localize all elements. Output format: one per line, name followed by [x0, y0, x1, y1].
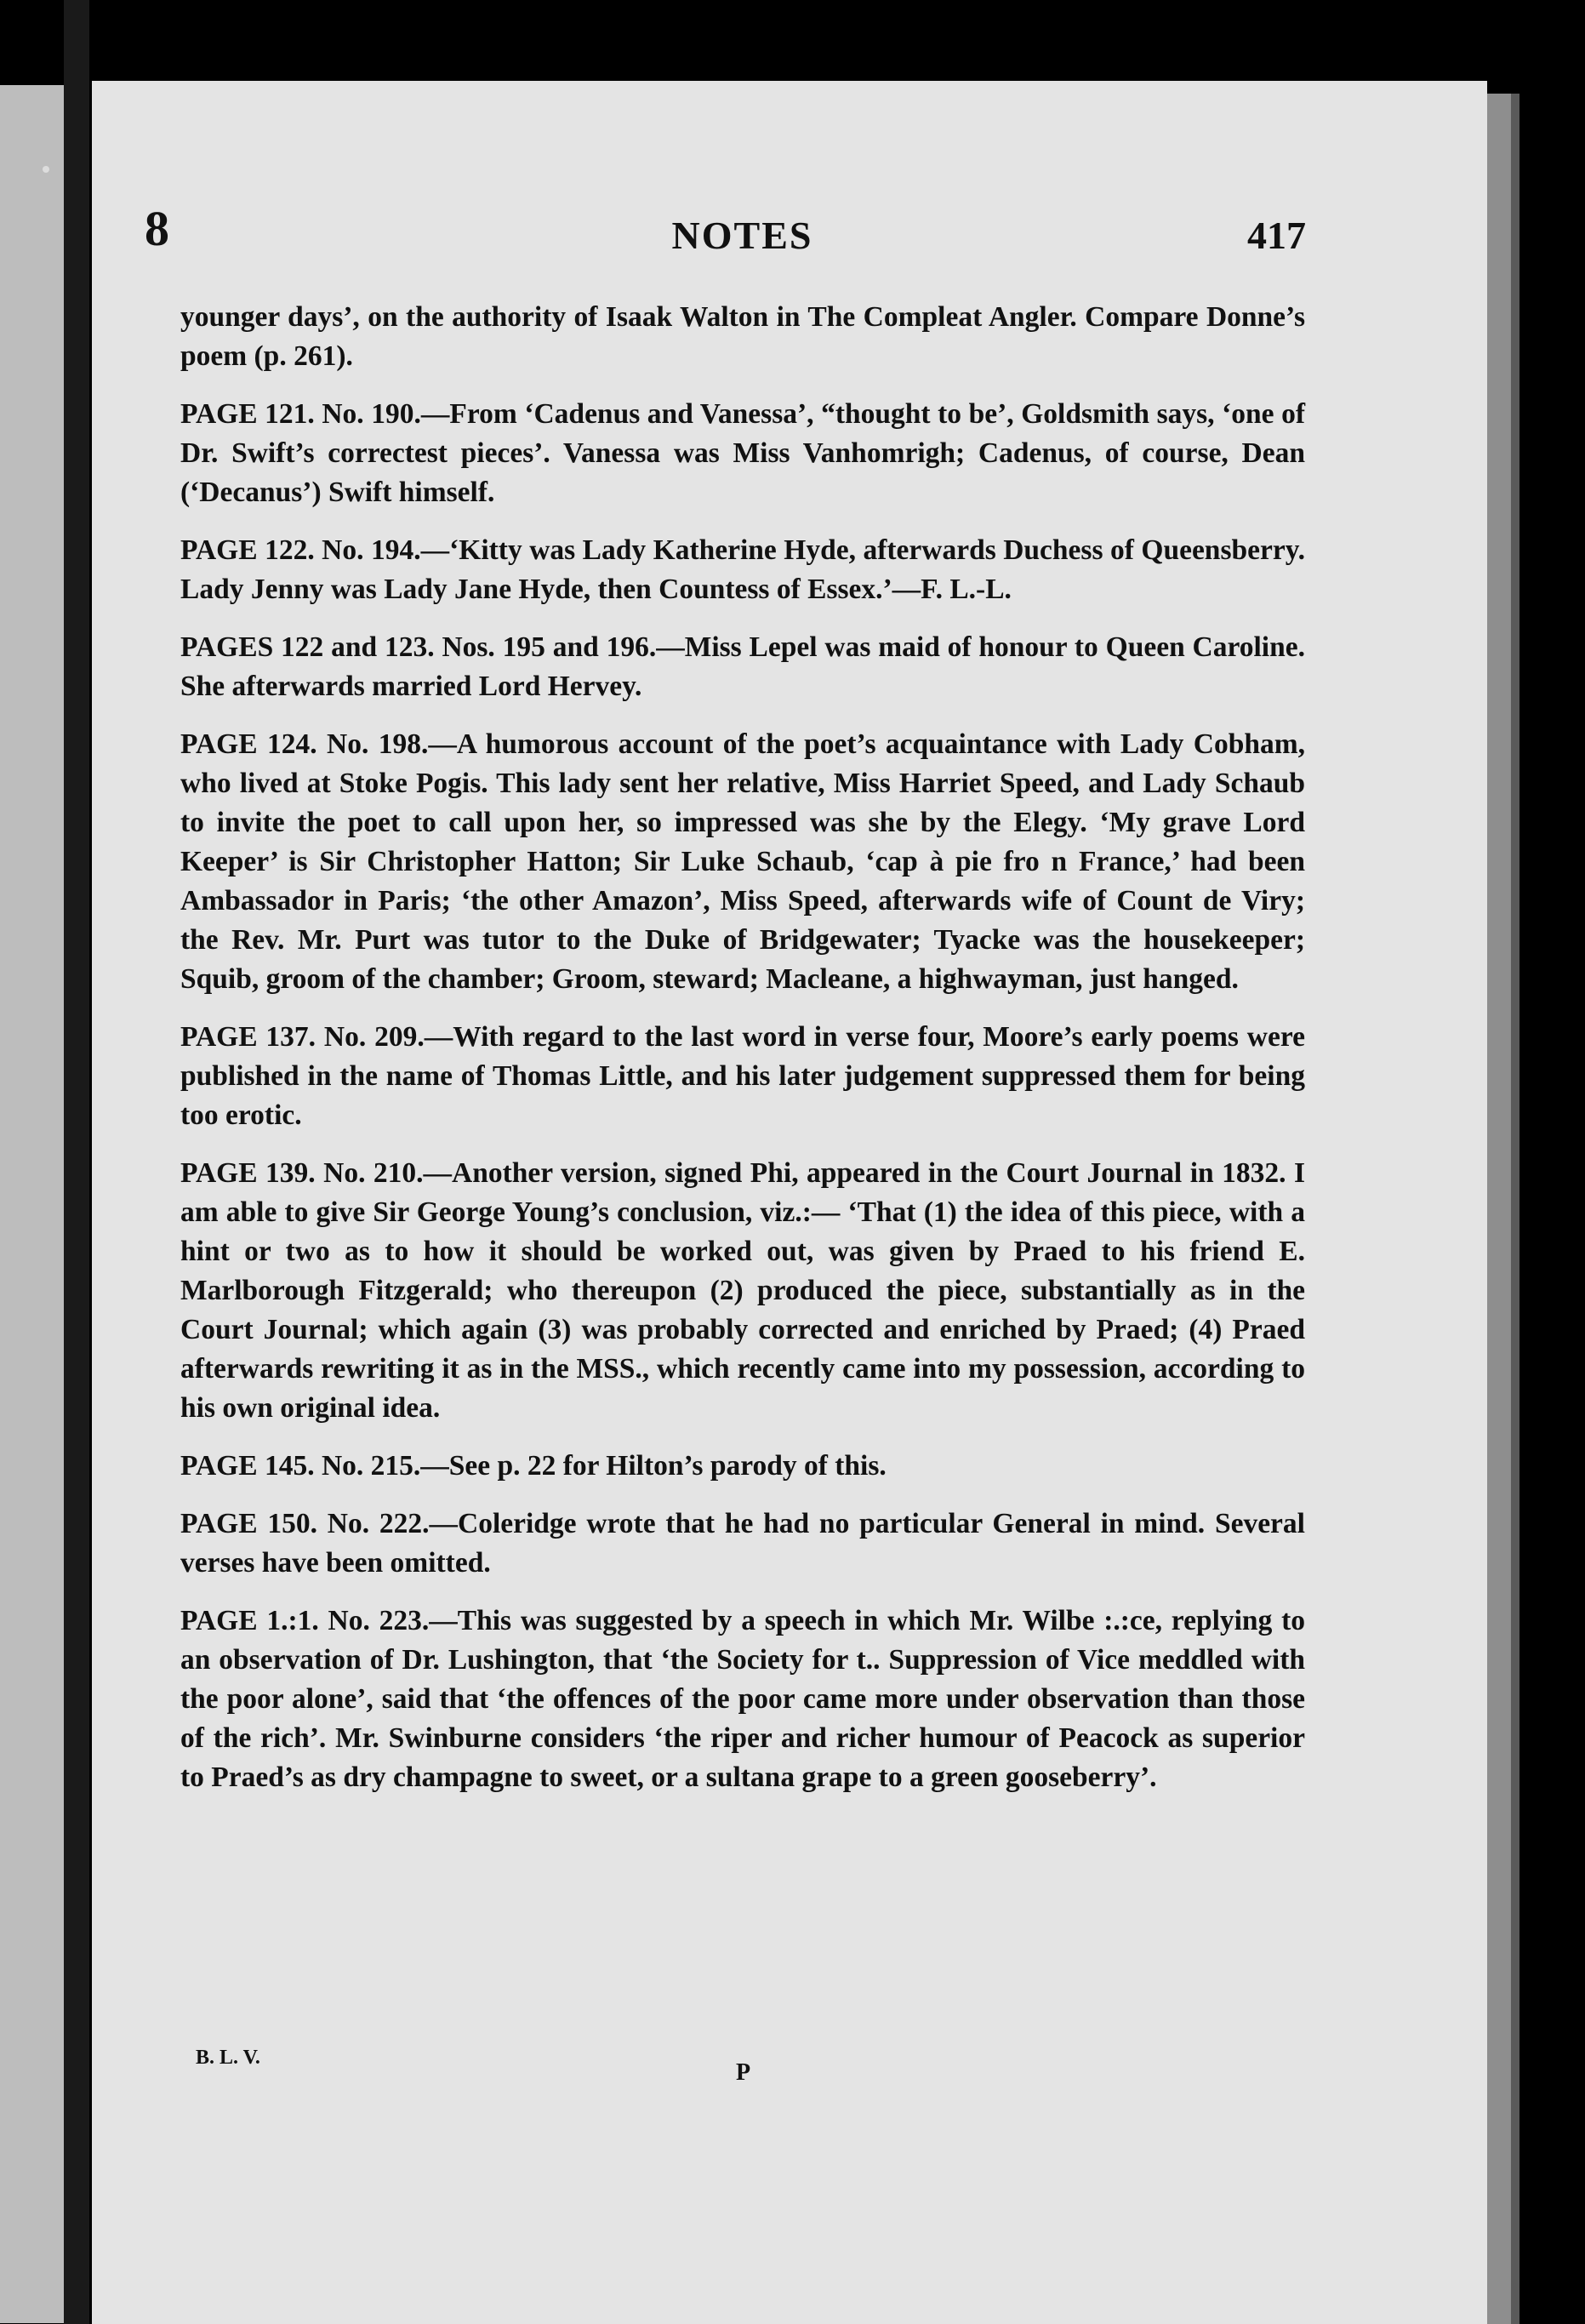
handwritten-mark: 8 [145, 201, 169, 256]
gutter-shadow [64, 0, 89, 2324]
notes-body [180, 298, 1305, 1816]
note-continuation: younger days’, on the authority of Isaak Walton in The Compleat Angler. Compare Donne’s poem (p. 261). [180, 301, 1305, 372]
note-page-121: PAGE 121. No. 190.—From ‘Cadenus and Vanessa’, “thought to be’, Goldsmith says, ‘one of Dr. Swift’s correctest pieces’. Vanessa was Miss Vanhomrigh; Cadenus, of course, Dean (‘Decanus’) Swift himself. [180, 398, 1305, 508]
speck [43, 166, 49, 173]
page-number: 417 [1247, 214, 1306, 257]
note-page-145: PAGE 145. No. 215.—See p. 22 for Hilton’s parody of this. [180, 1450, 887, 1482]
page-footer [196, 2047, 961, 2086]
note-page-151: PAGE 1.:1. No. 223.—This was suggested by a speech in which Mr. Wilbe :.:ce, replying to an observation of Dr. Lushington, that ‘the Society for t.. Suppression of Vice meddled with the poor alone’, said that ‘the offences of the poor came more under observation than those of the rich’. Mr. Swinburne considers ‘the riper and richer humour of Peacock as superior to Praed’s as dry champagne to sweet, or a sultana grape to a green gooseberry’. [180, 1605, 1305, 1793]
note-page-122: PAGE 122. No. 194.—‘Kitty was Lady Katherine Hyde, afterwards Duchess of Queensberry. Lady Jenny was Lady Jane Hyde, then Countess of Essex.’—F. L.-L. [180, 534, 1305, 605]
left-page-edge [0, 85, 64, 2323]
note-pages-122-123: PAGES 122 and 123. Nos. 195 and 196.—Miss Lepel was maid of honour to Queen Caroline. She afterwards married Lord Hervey. [180, 631, 1305, 702]
note-page-124: PAGE 124. No. 198.—A humorous account of the poet’s acquaintance with Lady Cobham, who lived at Stoke Pogis. This lady sent her relative, Miss Harriet Speed, and Lady Schaub to invite the poet to call upon her, so impressed was she by the Elegy. ‘My grave Lord Keeper’ is Sir Christopher Hatton; Sir Luke Schaub, ‘cap à pie fro n France,’ had been Ambassador in Paris; ‘the other Amazon’, Miss Speed, afterwards wife of Count de Viry; the Rev. Mr. Purt was tutor to the Duke of Bridgewater; Tyacke was the housekeeper; Squib, groom of the chamber; Groom, steward; Macleane, a highwayman, just hanged. [180, 728, 1305, 995]
page-header [179, 213, 1306, 272]
right-edge-shadow [1511, 94, 1519, 2324]
signature-mark: B. L. V. [196, 2047, 260, 2069]
note-page-137: PAGE 137. No. 209.—With regard to the last word in verse four, Moore’s early poems were published in the name of Thomas Little, and his later judgement suppressed them for being too erotic. [180, 1021, 1305, 1131]
note-page-139: PAGE 139. No. 210.—Another version, signed Phi, appeared in the Court Journal in 1832. I am able to give Sir George Young’s conclusion, viz.:— ‘That (1) the idea of this piece, with a hint or two as to how it should be worked out, was given by Praed to his friend E. Marlborough Fitzgerald; who thereupon (2) produced the piece, substantially as in the Court Journal; which again (3) was probably corrected and enriched by Praed; (4) Praed afterwards rewriting it as in the MSS., which recently came into my possession, according to his own original idea. [180, 1157, 1305, 1424]
right-page-edge [1487, 94, 1511, 2324]
running-head: NOTES [671, 214, 813, 257]
signature-letter: P [736, 2059, 751, 2086]
note-page-150: PAGE 150. No. 222.—Coleridge wrote that he had no particular General in mind. Several verses have been omitted. [180, 1508, 1305, 1579]
